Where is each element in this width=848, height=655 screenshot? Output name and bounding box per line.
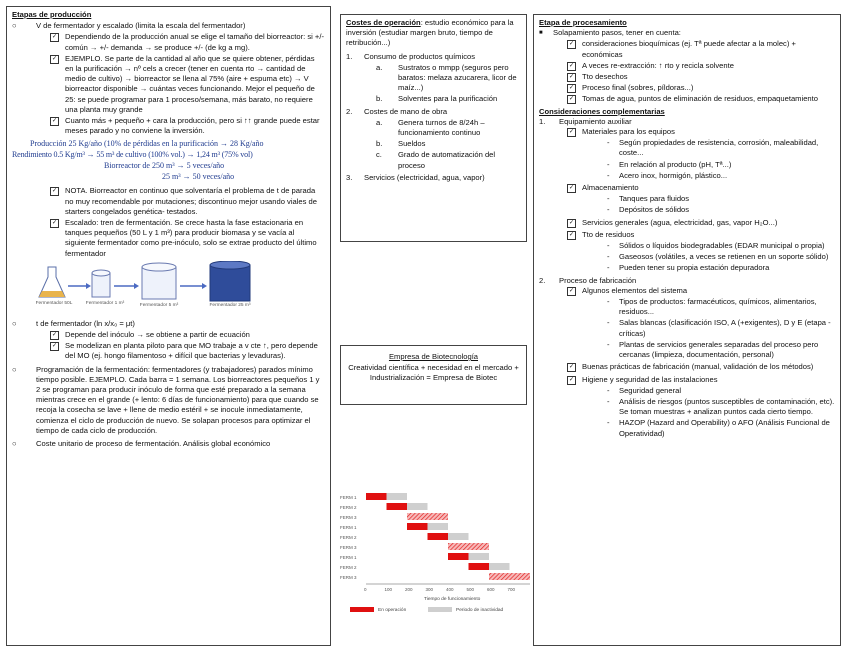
gantt-row-label: FERM 3 — [340, 515, 357, 520]
dash-bullet-icon: - — [607, 318, 610, 328]
unit-cost-item-text: Coste unitario de proceso de fermentación. Análisis global económico — [36, 439, 271, 449]
biotech-company-title: Empresa de Biotecnología — [388, 352, 479, 361]
cost-subitem — [376, 63, 521, 94]
cost-subitem-text: Sustratos o mmpp (seguros pero baratos: melaza azucarera, licor de maíz...) — [398, 62, 517, 93]
operating-costs-panel — [340, 14, 527, 242]
ferm-label-3: Fermentador 5 m³ — [139, 302, 179, 308]
waste-treatment-list — [567, 241, 835, 274]
gantt-chart — [338, 488, 536, 628]
time-item-text: t de fermentador (ln x/x₀ = μt) — [36, 318, 135, 328]
gantt-x-label: Tiempo de funcionamiento — [424, 597, 481, 602]
checkbox-icon: ✓ — [568, 219, 575, 226]
cost-subitem-letter: b. — [376, 94, 383, 104]
small-tank-icon — [92, 270, 110, 297]
aux-equipment-list — [567, 127, 835, 274]
complementary-title: Consideraciones complementarias — [539, 106, 665, 116]
checklist-item-text: consideraciones bioquímicas (ej. Tª puede afectar a la molec) + económicas — [582, 39, 796, 59]
gantt-row-label: FERM 3 — [340, 545, 357, 550]
cost-subitem — [376, 139, 521, 149]
dash-item-text: Tipos de productos: farmacéuticos, químicos, alimentarios, residuos... — [619, 297, 817, 317]
dash-item — [607, 340, 835, 360]
checkbox-icon: ✓ — [51, 343, 58, 350]
dash-bullet-icon: - — [607, 205, 610, 215]
ferm-label-4: Fermentador 25 m³ — [209, 302, 251, 308]
cost-subitem-text: Solventes para la purificación — [398, 94, 498, 104]
checkbox-icon: ✓ — [568, 74, 575, 81]
overlap-item — [539, 28, 835, 38]
cost-item-number: 3. — [346, 172, 353, 182]
checkbox-icon: ✓ — [568, 62, 575, 69]
gantt-row-label: FERM 2 — [340, 565, 357, 570]
cost-subitem-text: Grado de automatización del proceso — [398, 150, 496, 170]
checkbox-icon: ✓ — [51, 332, 58, 339]
checkbox-icon: ✓ — [568, 364, 575, 371]
gantt-bar — [387, 493, 408, 500]
cost-subitem-letter: b. — [376, 139, 383, 149]
fermenter-train-svg — [34, 261, 284, 317]
checklist-item-text: Tto desechos — [582, 72, 628, 82]
circle-bullet-icon: ○ — [12, 318, 17, 328]
storage-item: Almacenamiento — [582, 183, 639, 193]
volume-subitems-2 — [50, 186, 325, 258]
dash-item-text: Sólidos o líquidos biodegradables (EDAR municipal o propia) — [619, 241, 825, 251]
dash-item-text: Gaseosos (volátiles, a veces se retienen en un soporte sólido) — [619, 252, 829, 262]
cost-item — [346, 107, 521, 117]
dash-item — [607, 397, 835, 417]
gantt-bar — [489, 573, 530, 580]
processing-stage-panel — [533, 14, 841, 646]
dash-item-text: Acero inox, hormigón, plástico... — [619, 170, 728, 180]
dash-item — [607, 160, 835, 170]
flask-icon — [39, 267, 65, 297]
ferm-label-1: Fermentador 50L — [35, 300, 73, 306]
storage-list — [567, 194, 835, 215]
medium-tank-icon — [142, 263, 176, 299]
ferm-label-2: Fermentador 1 m³ — [85, 300, 125, 306]
dash-item — [607, 318, 835, 338]
manufacturing-text: Proceso de fabricación — [559, 275, 637, 285]
production-stages-title: Etapas de producción — [12, 10, 92, 19]
aux-equipment-item: 1. Equipamiento auxiliar — [539, 116, 632, 126]
cost-item-text: Costes de mano de obra — [364, 106, 448, 116]
fermenter-train-illustration — [12, 261, 325, 317]
dash-item — [607, 205, 835, 215]
calc-line-1: Producción 25 Kg/año (10% de pérdidas en la purificación → 28 Kg/año — [30, 139, 264, 149]
checkbox-icon: ✓ — [51, 188, 58, 195]
checkbox-icon: ✓ — [568, 96, 575, 103]
checkbox-icon: ✓ — [568, 376, 575, 383]
calc-line-4: 25 m³ → 50 veces/año — [162, 172, 235, 182]
dash-item-text: Según propiedades de resistencia, corrosión, maleabilidad, coste... — [619, 138, 819, 158]
dash-item-text: Plantas de servicios generales separadas del proceso pero cercanas (limpieza, documentación, personal) — [619, 339, 819, 360]
gantt-x-tick: 700 — [507, 587, 516, 592]
general-services-item: Servicios generales (agua, electricidad, gas, vapor H₂O...) — [582, 217, 778, 227]
volume-subitem-1: Dependiendo de la producción anual se elige el tamaño del biorreactor: si +/- común → +/- demanda → se produce +/- (de kg a mg). — [65, 32, 324, 52]
checkbox-icon: ✓ — [51, 55, 58, 62]
cost-item-number: 1. — [346, 51, 353, 61]
dash-bullet-icon: - — [607, 159, 610, 169]
scaling-subitem: Escalado: tren de fermentación. Se crece hasta la fase estacionaria en tanques pequeños (50 L y 1 m³) para producir biomasa y se vacía al siguiente fermentador como pre-inóculo, solo se extrae producto del último fermentador — [65, 218, 317, 258]
checkbox-icon: ✓ — [51, 34, 58, 41]
checklist-item-text: A veces re-extracción: ↑ rto y recicla solvente — [582, 60, 734, 70]
time-subitem-1: Depende del inóculo → se obtiene a partir de ecuación — [65, 330, 250, 340]
checkbox-icon: ✓ — [568, 231, 575, 238]
gantt-x-tick: 600 — [487, 587, 495, 592]
gantt-row-label: FERM 3 — [340, 575, 357, 580]
dash-item — [607, 194, 835, 204]
gantt-x-tick: 0 — [364, 587, 367, 592]
programming-item — [12, 365, 325, 436]
dash-item — [607, 263, 835, 273]
dash-item — [607, 171, 835, 181]
legend-op-label: En operación — [378, 608, 407, 613]
checklist-item — [567, 94, 835, 104]
dash-bullet-icon: - — [607, 252, 610, 262]
dash-item — [607, 297, 835, 317]
manufacturing-item: 2. Proceso de fabricación — [539, 275, 637, 285]
calc-line-2: Rendimiento 0.5 Kg/m³ → 55 m³ de cultivo (100% vol.) → 1,24 m³ (75% vol) — [12, 150, 253, 160]
circle-bullet-icon: ○ — [12, 364, 17, 374]
dash-bullet-icon: - — [607, 297, 610, 307]
gantt-bar — [428, 533, 449, 540]
checkbox-icon: ✓ — [568, 129, 575, 136]
gantt-row-label: FERM 1 — [340, 525, 357, 530]
operating-costs-title: Costes de operación — [346, 18, 421, 27]
checkbox-icon: ✓ — [51, 118, 58, 125]
hygiene-item: Higiene y seguridad de las instalaciones — [582, 374, 718, 384]
dash-item — [607, 418, 835, 438]
circle-bullet-icon: ○ — [12, 21, 17, 31]
dash-bullet-icon: - — [607, 418, 610, 428]
gantt-bar — [448, 553, 469, 560]
gantt-bar — [448, 543, 489, 550]
volume-item — [12, 21, 325, 31]
gantt-x-tick: 500 — [466, 587, 475, 592]
checklist-item — [567, 83, 835, 93]
system-elements-item: Algunos elementos del sistema — [582, 285, 688, 295]
dash-item-text: HAZOP (Hazard and Operability) o AFO (Análisis Funcional de Operatividad) — [619, 418, 830, 438]
processing-stage-title: Etapa de procesamiento — [539, 18, 627, 27]
cost-list — [346, 52, 521, 183]
dash-item-text: En relación al producto (pH, Tª...) — [619, 159, 732, 169]
note-subitem: NOTA. Biorreactor en continuo que solventaría el problema de t de parada no muy recomendable por mutaciones; discontinuo mejor usando viales de starters congelados genética- testados. — [65, 186, 318, 216]
cost-subitem-letter: a. — [376, 117, 383, 127]
overlap-list — [567, 39, 835, 104]
materials-list — [567, 138, 835, 181]
legend-op-swatch — [350, 607, 374, 612]
gantt-row-label: FERM 1 — [340, 555, 357, 560]
time-subitem-2: Se modelizan en planta piloto para que MO trabaje a v cte ↑, pero depende del MO (ej. hongo filamentoso + difícil que bacterias y levaduras). — [65, 341, 318, 361]
dash-item — [607, 241, 835, 251]
gantt-bar — [407, 523, 428, 530]
aux-equipment-text: Equipamiento auxiliar — [559, 116, 632, 126]
biotech-company-box — [340, 345, 527, 405]
dash-bullet-icon: - — [607, 263, 610, 273]
gantt-chart-svg — [338, 488, 536, 628]
handwritten-calculation — [12, 138, 325, 182]
checklist-item-text: Tomas de agua, puntos de eliminación de residuos, empaquetamiento — [582, 94, 818, 104]
dash-bullet-icon: - — [607, 170, 610, 180]
operating-costs-title-rest: : estudio económico para la inversión (estudiar margen bruto, tiempo de retribución...) — [346, 18, 514, 48]
checkbox-icon: ✓ — [568, 287, 575, 294]
dash-item-text: Pueden tener su propia estación depuradora — [619, 263, 770, 273]
dash-item — [607, 386, 835, 396]
waste-treatment-item: Tto de residuos — [582, 229, 635, 239]
gantt-bar — [469, 553, 490, 560]
time-subitems — [50, 330, 325, 362]
dash-item — [607, 138, 835, 158]
dash-bullet-icon: - — [607, 396, 610, 406]
cost-item — [346, 52, 521, 62]
dash-bullet-icon: - — [607, 241, 610, 251]
system-elements-list — [567, 297, 835, 360]
gantt-row-label: FERM 1 — [340, 495, 357, 500]
volume-subitems — [50, 32, 325, 136]
operating-costs-heading — [346, 18, 521, 49]
manufacturing-list — [567, 286, 835, 439]
cost-item — [346, 173, 521, 183]
gantt-bar — [366, 493, 387, 500]
time-item — [12, 319, 325, 329]
dash-bullet-icon: - — [607, 194, 610, 204]
cost-item-text: Consumo de productos químicos — [364, 51, 476, 61]
volume-subitem-3: Cuanto más + pequeño + cara la producción, pero si ↑↑ grande puede estar meses parado y no conviene la inversión. — [65, 116, 320, 136]
biotech-company-text: Creatividad científica + necesidad en el mercado + Industrialización = Empresa de Biotec — [348, 363, 519, 383]
gantt-x-tick: 100 — [384, 587, 393, 592]
dash-bullet-icon: - — [607, 385, 610, 395]
large-tank-icon — [210, 261, 250, 301]
overlap-item-text: Solapamiento pasos, tener en cuenta: — [553, 28, 681, 38]
dash-item-text: Seguridad general — [619, 385, 682, 395]
circle-bullet-icon: ○ — [12, 439, 17, 449]
production-stages-panel — [6, 6, 331, 646]
dash-item-text: Tanques para fluidos — [619, 194, 690, 204]
gantt-bar — [428, 523, 449, 530]
gantt-row-label: FERM 2 — [340, 535, 357, 540]
volume-subitem-2: EJEMPLO. Se parte de la cantidad al año que se quiere obtener, pérdidas en la purificación → nº cels a crecer (tener en cuenta rto → cantidad de medio de cultivo) → biorreactor se llena al 75% (aire + espuma etc) → V biorreactor disponible → cuántas veces funcionando. Mejor el pequeño de 25: se puede programar para 1 proceso/semana, más barato, no requiere una planta muy grande — [65, 53, 315, 114]
dash-item-text: Depósitos de sólidos — [619, 205, 690, 215]
materials-item: Materiales para los equipos — [582, 127, 675, 137]
checklist-item — [567, 39, 835, 59]
square-bullet-icon: ■ — [539, 30, 543, 37]
hygiene-list — [567, 386, 835, 439]
gmp-item: Buenas prácticas de fabricación (manual, validación de los métodos) — [582, 362, 814, 372]
gantt-x-tick: 400 — [446, 587, 454, 592]
legend-idle-label: Periodo de inactividad — [456, 608, 504, 613]
programming-item-text: Programación de la fermentación: fermentadores (y trabajadores) parados mínimo tiempo posible. EJEMPLO. Cada barra = 1 semana. Los biorreactores pequeños 1 y 2 se programan para producir inóculo de forma que esté preparado a la semana mientras crece en el grande (+ lento: 6 días de funcionamiento) para que cuando se recoja la cosecha se lave + llene de medio estéril + se inocule inmediatamente, comienza el ciclo de producción de nuevo. Se solapan procesos para optimizar el tiempo de cada ciclo de producción. — [36, 364, 320, 435]
cost-item-text: Servicios (electricidad, agua, vapor) — [364, 172, 485, 182]
cost-subitem-text: Sueldos — [398, 139, 426, 149]
cost-subitem-letter: a. — [376, 62, 383, 72]
cost-subitem-letter: c. — [376, 150, 382, 160]
calc-line-3: Biorreactor de 250 m³ → 5 veces/año — [104, 161, 225, 171]
gantt-row-label: FERM 2 — [340, 505, 357, 510]
cost-subitem-text: Genera turnos de 8/24h – funcionamiento continuo — [398, 117, 485, 138]
dash-bullet-icon: - — [607, 138, 610, 148]
checkbox-icon: ✓ — [568, 41, 575, 48]
checkbox-icon: ✓ — [568, 185, 575, 192]
cost-item-number: 2. — [346, 106, 353, 116]
gantt-x-tick: 300 — [425, 587, 434, 592]
dash-item — [607, 252, 835, 262]
dash-bullet-icon: - — [607, 339, 610, 349]
gantt-bar — [407, 513, 448, 520]
checklist-item-text: Proceso final (sobres, píldoras...) — [582, 83, 694, 93]
cost-subitem — [376, 94, 521, 104]
gantt-bar — [489, 563, 510, 570]
checklist-item — [567, 61, 835, 71]
dash-item-text: Salas blancas (clasificación ISO, A (+exigentes), D y E (etapa - críticas) — [619, 318, 831, 338]
checkbox-icon: ✓ — [568, 85, 575, 92]
cost-subitem — [376, 118, 521, 138]
volume-item-text: V de fermentador y escalado (limita la escala del fermentador) — [36, 21, 246, 31]
checkbox-icon: ✓ — [51, 220, 58, 227]
gantt-bar — [407, 503, 428, 510]
unit-cost-item — [12, 439, 325, 449]
gantt-bar — [448, 533, 469, 540]
gantt-bar — [387, 503, 408, 510]
checklist-item — [567, 72, 835, 82]
legend-idle-swatch — [428, 607, 452, 612]
gantt-bar — [469, 563, 490, 570]
cost-subitem — [376, 150, 521, 170]
dash-item-text: Análisis de riesgos (puntos susceptibles de contaminación, etc). Se toman muestras + analizan puntos cada cierto tiempo. — [619, 396, 835, 417]
gantt-x-tick: 200 — [405, 587, 413, 592]
